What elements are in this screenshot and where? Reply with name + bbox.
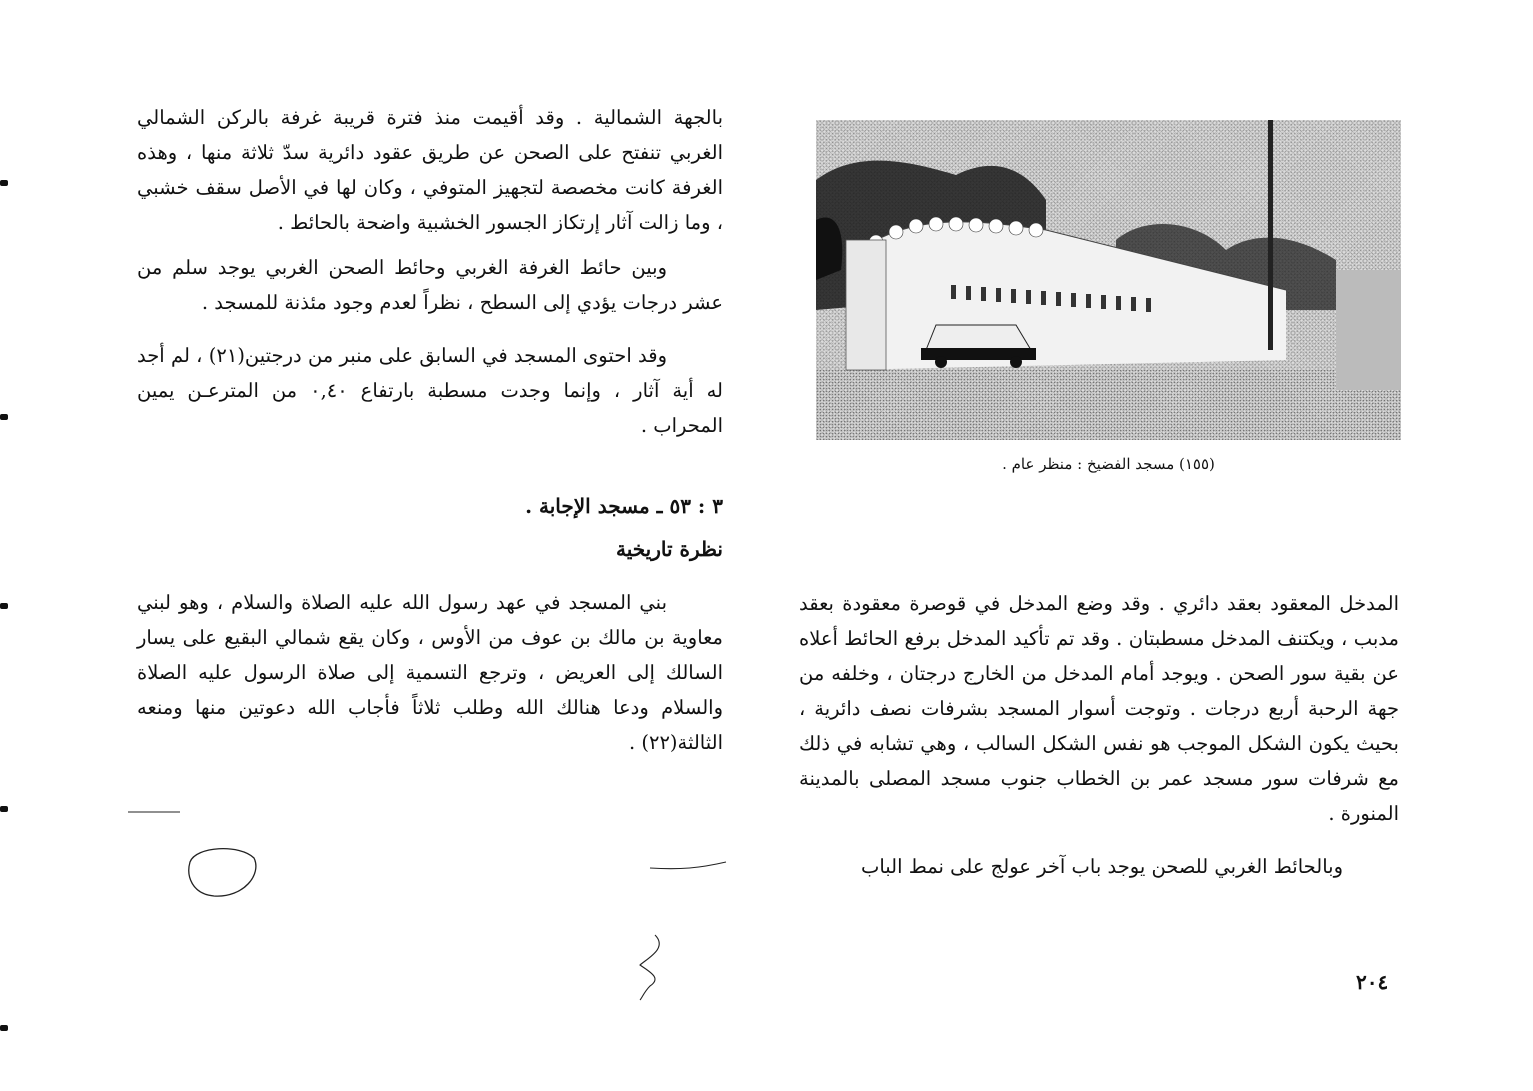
margin-mark <box>0 603 8 609</box>
right-text-column <box>799 586 1399 884</box>
mosque-photo <box>816 120 1401 440</box>
paragraph-minbar: وقد احتوى المسجد في السابق على منبر من درجتين(٢١) ، لم أجد له أية آثار ، وإنما وجدت مسطبة بارتفاع ٠,٤٠ من المترعـن يمين المحراب . <box>137 344 723 437</box>
subheading: نظرة تاريخية <box>615 537 723 561</box>
paragraph-west-door: وبالحائط الغربي للصحن يوجد باب آخر عولج على نمط الباب <box>860 855 1343 878</box>
margin-mark <box>0 806 8 812</box>
paragraph-staircase: وبين حائط الغرفة الغربي وحائط الصحن الغربي يوجد سلم من عشر درجات يؤدي إلى السطح ، نظراً لعدم وجود مئذنة للمسجد . <box>137 256 723 314</box>
right-page <box>766 0 1533 1091</box>
left-page <box>0 0 766 1091</box>
margin-mark <box>0 414 8 420</box>
paragraph-entrance: المدخل المعقود بعقد دائري . وقد وضع المدخل في قوصرة معقودة بعقد مدبب ، ويكتنف المدخل مسطبتان . وقد تم تأكيد المدخل برفع الحائط أعلاه عن بقية سور الصحن . ويوجد أمام المدخل من الخارج درجتان ، وخلفه من جهة الرحبة أربع درجات . وتوجت أسوار المسجد بشرفات نصف دائرية ، بحيث يكون الشكل الموجب هو نفس الشكل السالب ، وهي تشابه في ذلك مع شرفات سور مسجد عمر بن الخطاب جنوب مسجد المصلى بالمدينة المنورة . <box>799 592 1399 825</box>
section-heading: ٣ : ٥٣ ـ مسجد الإجابة . <box>525 494 723 518</box>
left-text-column <box>137 100 723 760</box>
paragraph-history: بني المسجد في عهد رسول الله عليه الصلاة والسلام ، وهو لبني معاوية بن مالك بن عوف من الأوس ، وكان يقع شمالي البقيع على يسار السالك إلى العريض ، وترجع التسمية إلى صلاة الرسول عليه الصلاة والسلام ودعا هنالك الله وطلب ثلاثاً فأجاب الله دعوتين منها ومنعه الثالثة(٢٢) . <box>137 591 723 754</box>
margin-mark <box>0 180 8 186</box>
page-number: ٢٠٤ <box>1356 970 1389 994</box>
paragraph-north-room: بالجهة الشمالية . وقد أقيمت منذ فترة قريبة غرفة بالركن الشمالي الغربي تنفتح على الصحن عن طريق عقود دائرية سدّ ثلاثة منها ، وهذه الغرفة كانت مخصصة لتجهيز المتوفي ، وكان لها في الأصل سقف خشبي ، وما زالت آثار إرتكاز الجسور الخشبية واضحة بالحائط . <box>137 106 723 234</box>
photo-caption: (١٥٥) مسجد الفضيخ : منظر عام . <box>1002 455 1215 473</box>
margin-mark <box>0 1025 8 1031</box>
